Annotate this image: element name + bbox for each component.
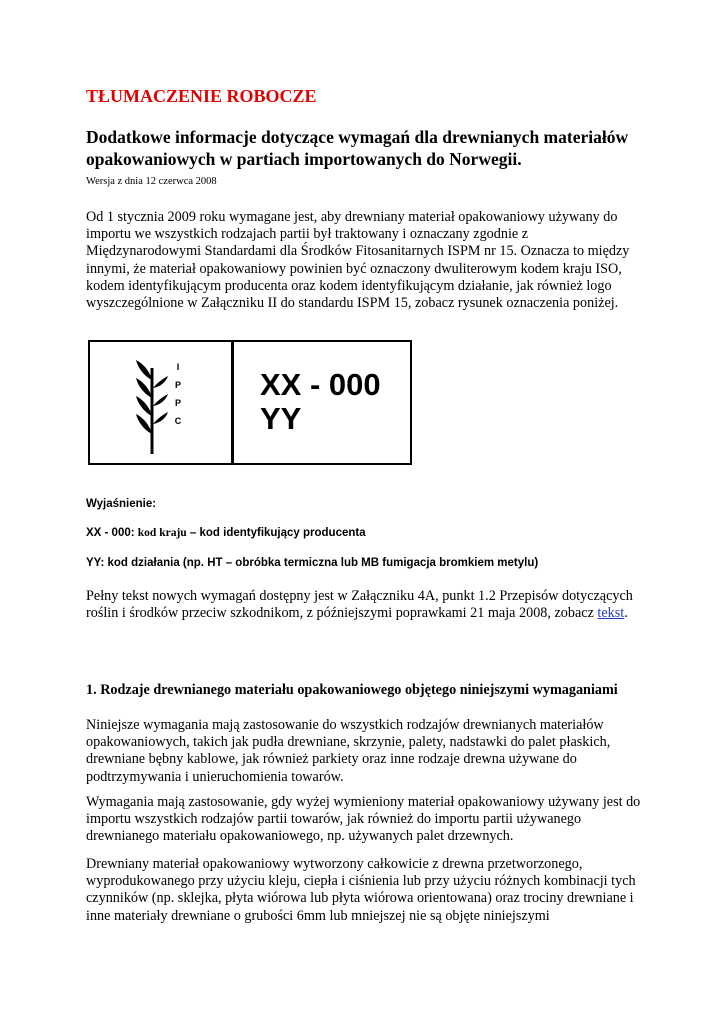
section-1-paragraph-1: Niniejsze wymagania mają zastosowanie do wszystkich rodzajów drewnianych materiałów opakowaniowych, takich jak pudła drewniane, skrzynie, palety, nadstawki do palet płaskich, drewniane bębny kablowe, jak również parkiety oraz inne rodzaje drewna używane do podtrzymywania i unieruchomienia towarów.	[86, 717, 611, 785]
stamp-code	[260, 368, 381, 436]
explanation-line-producer	[86, 527, 366, 539]
svg-text:P: P	[174, 380, 182, 390]
stamp-country-producer-code: XX - 000	[260, 367, 381, 402]
full-text-link[interactable]: tekst	[597, 605, 625, 622]
svg-text:P: P	[174, 398, 182, 408]
explanation-producer-text: – kod identyfikujący producenta	[189, 527, 366, 539]
svg-text:C: C	[174, 416, 182, 426]
explanation-title: Wyjaśnienie:	[86, 498, 157, 510]
stamp-treatment-code: YY	[260, 401, 302, 436]
stamp-divider	[231, 342, 234, 463]
section-1-paragraph-2: Wymagania mają zastosowanie, gdy wyżej wymieniony materiał opakowaniowy używany jest do importu wszystkich rodzajów partii towarów, jak również do importu partii używanego drewnianego materiału opakowaniowego, np. używanych palet drzewnych.	[86, 794, 641, 845]
full-text-intro: Pełny tekst nowych wymagań dostępny jest w Załączniku 4A, punkt 1.2 Przepisów dotyczących roślin i środków przeciw szkodnikom, z późniejszymi poprawkami 21 maja 2008, zobacz	[86, 588, 633, 622]
explanation-code: XX - 000:	[86, 527, 135, 539]
intro-paragraph: Od 1 stycznia 2009 roku wymagane jest, aby drewniany materiał opakowaniowy używany do importu we wszystkich rodzajach partii był traktowany i oznaczany zgodnie z Międzynarodowymi Standardami dla Środków Fitosanitarnych ISPM nr 15. Oznacza to między innymi, że materiał opakowaniowy powinien być oznaczony dwuliterowym kodem kraju ISO, kodem identyfikującym producenta oraz kodem identyfikującym działanie, jak również logo wyszczególnione w Załączniku II do standardu ISPM 15, zobacz rysunek oznaczenia poniżej.	[86, 209, 630, 312]
version-date: Wersja z dnia 12 czerwca 2008	[86, 176, 217, 187]
document-heading: Dodatkowe informacje dotyczące wymagań dla drewnianych materiałów opakowaniowych w partiach importowanych do Norwegii.	[86, 127, 629, 169]
ispm15-marking-stamp	[88, 340, 412, 465]
full-text-paragraph	[86, 588, 646, 622]
section-1-heading: 1. Rodzaje drewnianego materiału opakowaniowego objętego niniejszymi wymaganiami	[86, 682, 618, 698]
explanation-country-code: kod kraju	[137, 527, 187, 539]
full-text-period: .	[624, 605, 628, 622]
svg-text:I: I	[176, 362, 180, 372]
explanation-line-treatment: YY: kod działania (np. HT – obróbka termiczna lub MB fumigacja bromkiem metylu)	[86, 557, 539, 569]
section-1-paragraph-3: Drewniany materiał opakowaniowy wytworzony całkowicie z drewna przetworzonego, wyprodukowanego przy użyciu kleju, ciepła i ciśnienia lub przy użyciu różnych kombinacji tych czynników (np. sklejka, płyta wiórowa lub płyta wiórowa orientowana) oraz trociny drewniane i inne materiały drewniane o grubości 6mm lub mniejszej nie są objęte niniejszymi	[86, 856, 636, 924]
ippc-wheat-logo-icon	[132, 354, 188, 454]
working-translation-title: TŁUMACZENIE ROBOCZE	[86, 86, 317, 106]
